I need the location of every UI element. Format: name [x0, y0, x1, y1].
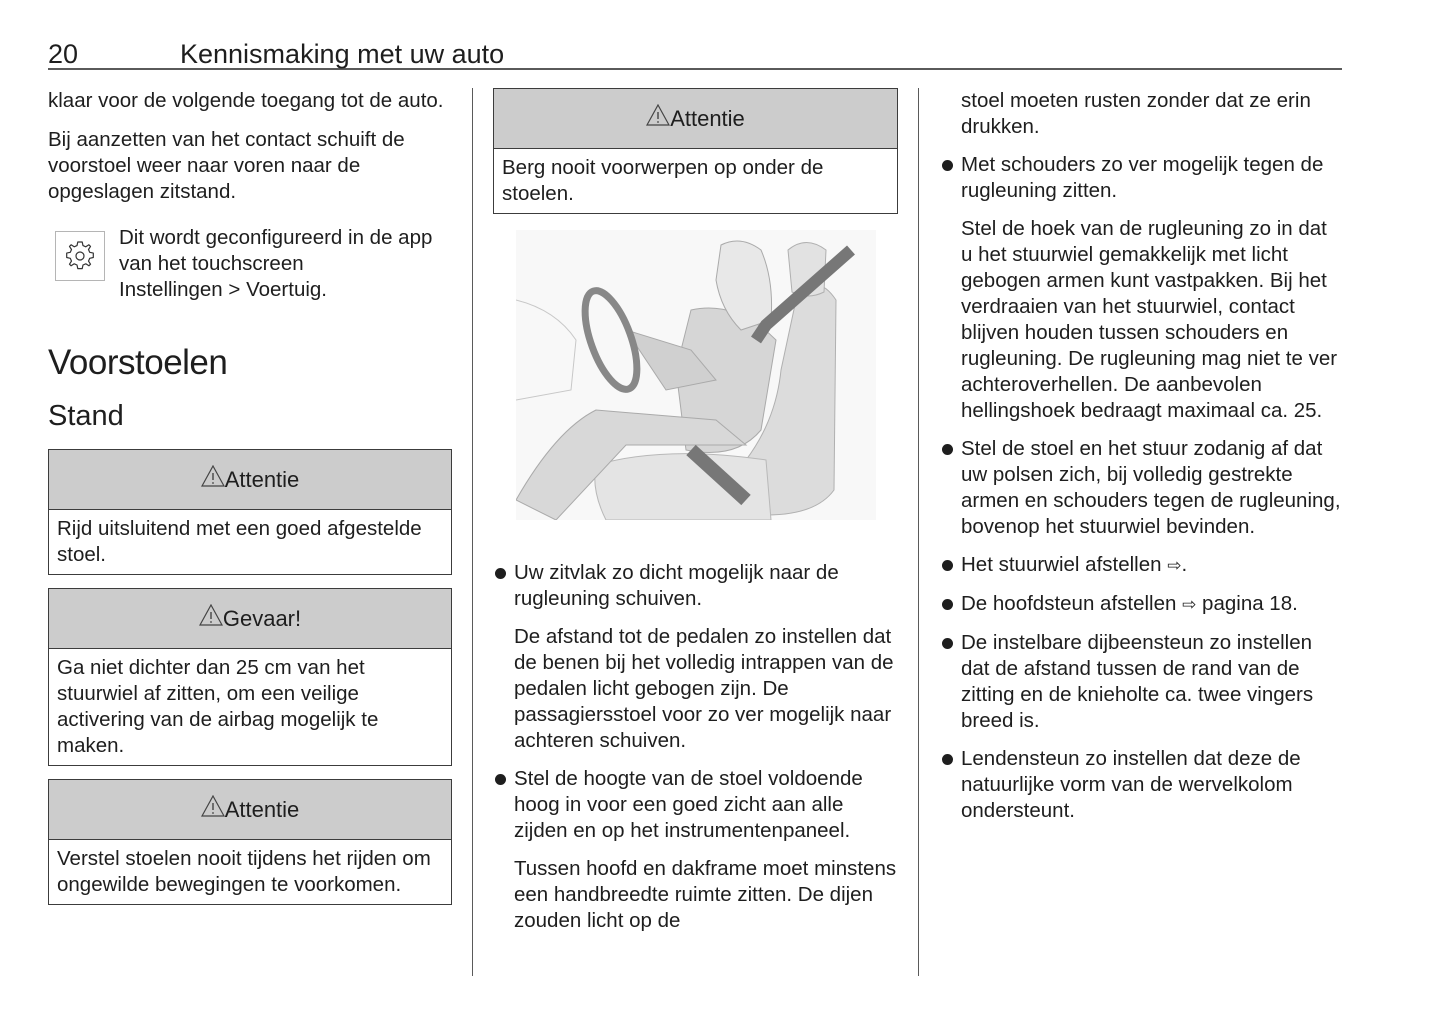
warning-triangle-icon [201, 465, 225, 487]
reference-arrow-icon[interactable]: ⇨ [1182, 595, 1197, 614]
right-column [940, 88, 1342, 836]
adjustment-list [940, 152, 1342, 824]
seating-position-illustration [516, 230, 876, 520]
warning-title: Attentie [224, 796, 300, 822]
continuation-text: stoel moeten rusten zonder dat ze erin drukken. [961, 89, 1311, 138]
warning-triangle-icon [646, 104, 670, 126]
left-column [48, 88, 452, 918]
warning-box [48, 779, 452, 905]
warning-triangle-icon [199, 604, 223, 626]
list-item: Stel de hoogte van de stoel voldoende hoog in voor een goed zicht aan alle zijden en op het instrumentenpaneel. [493, 766, 898, 844]
list-item: Lendensteun zo instellen dat deze de natuurlijke vorm van de wervelkolom ondersteunt. [940, 746, 1342, 824]
reference-suffix: . [1181, 553, 1188, 576]
note-text: Dit wordt geconfigureerd in de app van het touchscreen [119, 226, 433, 275]
list-item-text: De hoofdsteun afstellen [961, 592, 1177, 615]
warning-text: Ga niet dichter dan 25 cm van het stuurwiel af zitten, om een veilige activering van de airbag mogelijk te maken. [57, 656, 379, 757]
page-number: 20 [48, 39, 79, 69]
note-menu-path: Instellingen > Voertuig. [119, 278, 327, 301]
list-item: Stel de stoel en het stuur zodanig af dat uw polsen zich, bij volledig gestrekte armen en schouders tegen de rugleuning, bovenop het stuurwiel bevinden. [940, 436, 1342, 540]
warning-text: Verstel stoelen nooit tijdens het rijden om ongewilde bewegingen te voorkomen. [57, 847, 431, 896]
list-item-text: Het stuurwiel afstellen [961, 553, 1162, 576]
list-item [940, 591, 1342, 618]
warning-box [48, 449, 452, 575]
gear-icon [55, 231, 105, 281]
warning-triangle-icon [201, 795, 225, 817]
settings-note [48, 225, 452, 303]
list-item-detail: Tussen hoofd en dakframe moet minstens een handbreedte ruimte zitten. De dijen zouden licht op de [514, 857, 897, 932]
list-item: De instelbare dijbeensteun zo instellen dat de afstand tussen de rand van de zitting en de knieholte ca. twee vingers breed is. [940, 630, 1342, 734]
page-reference-link[interactable]: pagina 18. [1196, 592, 1298, 615]
reference-arrow-icon[interactable]: ⇨ [1167, 556, 1182, 575]
column-divider [918, 88, 919, 976]
column-divider [472, 88, 473, 976]
list-item: Met schouders zo ver mogelijk tegen de rugleuning zitten. [940, 152, 1342, 204]
adjustment-list [493, 560, 898, 934]
warning-title: Attentie [224, 466, 300, 492]
warning-text: Berg nooit voorwerpen op onder de stoelen. [502, 156, 824, 205]
warning-text: Rijd uitsluitend met een goed afgestelde stoel. [57, 517, 422, 566]
paragraph: klaar voor de volgende toegang tot de auto. [48, 89, 444, 112]
list-item [940, 552, 1342, 579]
page-header [48, 38, 1342, 70]
section-title: Voorstoelen [48, 343, 228, 382]
danger-box [48, 588, 452, 766]
middle-column [493, 88, 898, 946]
warning-box [493, 88, 898, 214]
warning-title: Attentie [670, 105, 745, 131]
chapter-title: Kennismaking met uw auto [180, 39, 505, 69]
paragraph: Bij aanzetten van het contact schuift de voorstoel weer naar voren naar de opgeslagen zitstand. [48, 128, 405, 203]
list-item: Uw zitvlak zo dicht mogelijk naar de rugleuning schuiven. [493, 560, 898, 612]
subsection-title: Stand [48, 400, 124, 432]
list-item-detail: De afstand tot de pedalen zo instellen dat de benen bij het volledig intrappen van de pedalen licht gebogen zijn. De passagiersstoel voor zo ver mogelijk naar achteren schuiven. [514, 625, 894, 752]
list-item-detail: Stel de hoek van de rugleuning zo in dat u het stuurwiel gemakkelijk met licht gebogen armen kunt vastpakken. Bij het verdraaien van het stuurwiel, contact blijven houden tussen schouders en rugleuning. De rugleuning mag niet te ver achteroverhellen. De aanbevolen hellingshoek bedraagt maximaal ca. 25. [961, 217, 1338, 422]
warning-title: Gevaar! [222, 605, 302, 631]
